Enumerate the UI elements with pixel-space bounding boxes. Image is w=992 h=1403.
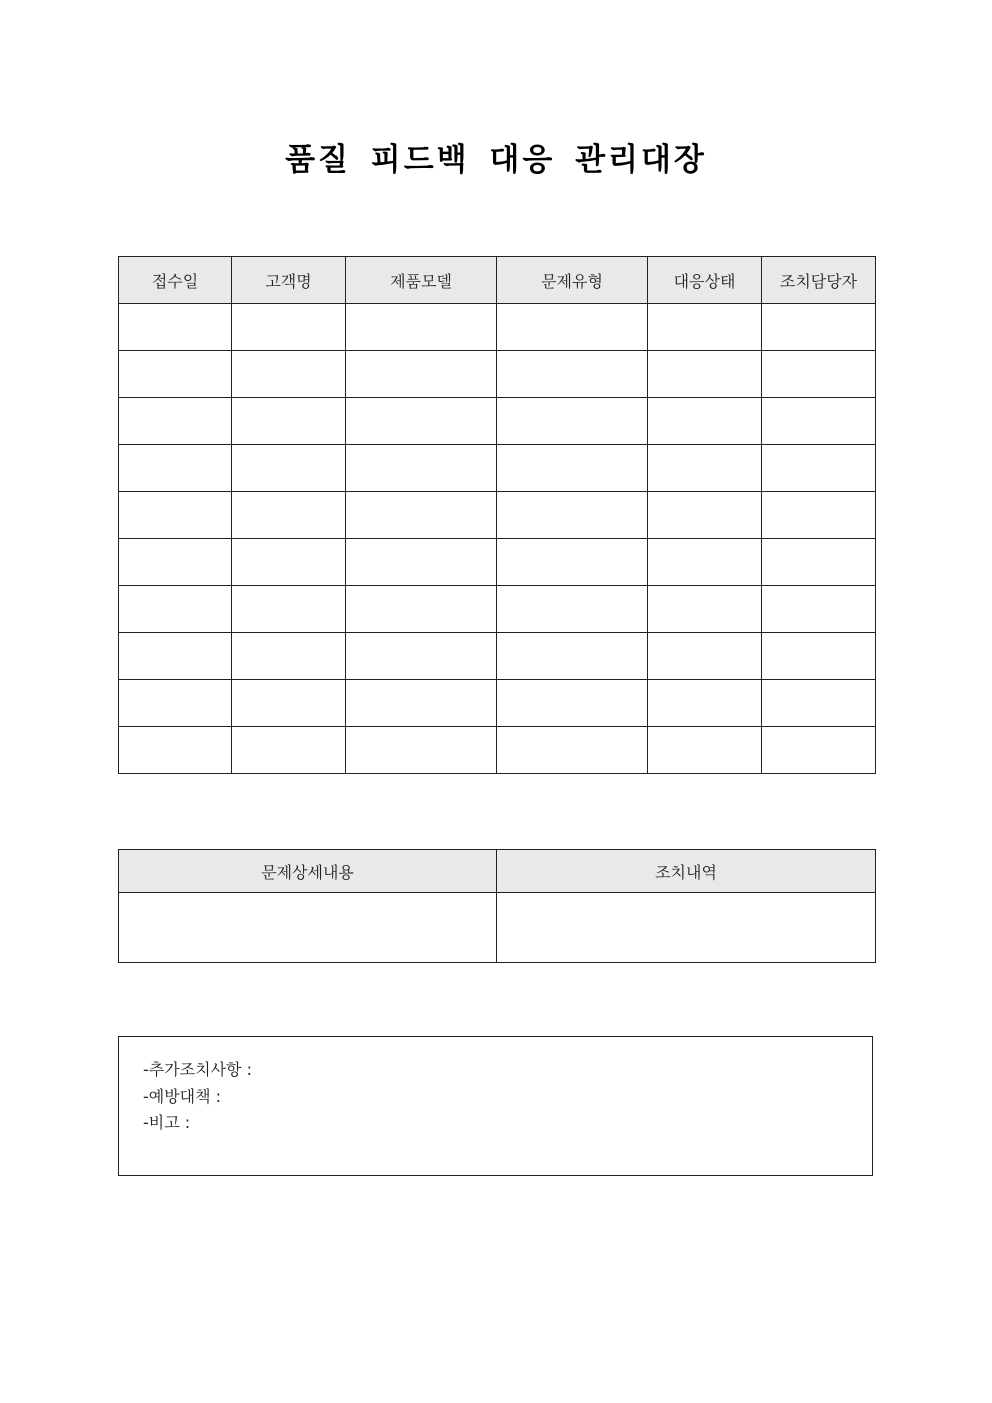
assignee-cell[interactable] <box>762 492 876 539</box>
issue-type-cell[interactable] <box>497 633 648 680</box>
assignee-cell[interactable] <box>762 633 876 680</box>
issue-type-cell[interactable] <box>497 727 648 774</box>
received-date-cell[interactable] <box>119 586 232 633</box>
product-model-cell[interactable] <box>346 727 497 774</box>
issue-type-cell[interactable] <box>497 680 648 727</box>
product-model-cell[interactable] <box>346 539 497 586</box>
assignee-cell[interactable] <box>762 304 876 351</box>
note-prevention: -예방대책 : <box>143 1086 222 1106</box>
note-additional-action: -추가조치사항 : <box>143 1060 252 1079</box>
response-status-cell[interactable] <box>648 633 762 680</box>
issue-type-cell[interactable] <box>497 586 648 633</box>
assignee-cell[interactable] <box>762 680 876 727</box>
header-received-date: 접수일 <box>119 257 232 304</box>
response-status-cell[interactable] <box>648 398 762 445</box>
header-response-status: 대응상태 <box>648 257 762 304</box>
table-row <box>119 492 876 539</box>
issue-type-cell[interactable] <box>497 351 648 398</box>
assignee-cell[interactable] <box>762 445 876 492</box>
received-date-cell[interactable] <box>119 492 232 539</box>
assignee-cell[interactable] <box>762 398 876 445</box>
assignee-cell[interactable] <box>762 539 876 586</box>
issue-type-cell[interactable] <box>497 539 648 586</box>
product-model-cell[interactable] <box>346 351 497 398</box>
table-row <box>119 304 876 351</box>
product-model-cell[interactable] <box>346 633 497 680</box>
product-model-cell[interactable] <box>346 680 497 727</box>
issue-type-cell[interactable] <box>497 445 648 492</box>
assignee-cell[interactable] <box>762 351 876 398</box>
response-status-cell[interactable] <box>648 727 762 774</box>
response-status-cell[interactable] <box>648 445 762 492</box>
received-date-cell[interactable] <box>119 680 232 727</box>
customer-name-cell[interactable] <box>232 445 346 492</box>
header-issue-type: 문제유형 <box>497 257 648 304</box>
table-row <box>119 680 876 727</box>
table-row <box>119 633 876 680</box>
received-date-cell[interactable] <box>119 445 232 492</box>
table-row <box>119 351 876 398</box>
detail-table <box>118 849 876 963</box>
document-title: 품질 피드백 대응 관리대장 <box>285 142 707 178</box>
customer-name-cell[interactable] <box>232 492 346 539</box>
response-status-cell[interactable] <box>648 351 762 398</box>
customer-name-cell[interactable] <box>232 727 346 774</box>
detail-header-row <box>119 850 876 893</box>
product-model-cell[interactable] <box>346 492 497 539</box>
issue-detail-cell[interactable] <box>119 893 497 963</box>
product-model-cell[interactable] <box>346 304 497 351</box>
customer-name-cell[interactable] <box>232 351 346 398</box>
customer-name-cell[interactable] <box>232 586 346 633</box>
response-status-cell[interactable] <box>648 539 762 586</box>
assignee-cell[interactable] <box>762 586 876 633</box>
product-model-cell[interactable] <box>346 586 497 633</box>
feedback-log-table <box>118 256 876 774</box>
received-date-cell[interactable] <box>119 633 232 680</box>
received-date-cell[interactable] <box>119 539 232 586</box>
assignee-cell[interactable] <box>762 727 876 774</box>
customer-name-cell[interactable] <box>232 633 346 680</box>
product-model-cell[interactable] <box>346 398 497 445</box>
customer-name-cell[interactable] <box>232 398 346 445</box>
table-row <box>119 445 876 492</box>
issue-type-cell[interactable] <box>497 492 648 539</box>
received-date-cell[interactable] <box>119 351 232 398</box>
table-row <box>119 398 876 445</box>
header-customer-name: 고객명 <box>232 257 346 304</box>
response-status-cell[interactable] <box>648 304 762 351</box>
header-row <box>119 257 876 304</box>
received-date-cell[interactable] <box>119 727 232 774</box>
response-status-cell[interactable] <box>648 680 762 727</box>
received-date-cell[interactable] <box>119 398 232 445</box>
action-history-cell[interactable] <box>497 893 876 963</box>
header-action-history: 조치내역 <box>497 850 876 893</box>
issue-type-cell[interactable] <box>497 304 648 351</box>
customer-name-cell[interactable] <box>232 680 346 727</box>
product-model-cell[interactable] <box>346 445 497 492</box>
received-date-cell[interactable] <box>119 304 232 351</box>
header-product-model: 제품모델 <box>346 257 497 304</box>
header-assignee: 조치담당자 <box>762 257 876 304</box>
table-row <box>119 586 876 633</box>
response-status-cell[interactable] <box>648 492 762 539</box>
header-issue-detail: 문제상세내용 <box>119 850 497 893</box>
table-row <box>119 727 876 774</box>
detail-value-row <box>119 893 876 963</box>
response-status-cell[interactable] <box>648 586 762 633</box>
notes-box[interactable] <box>118 1036 873 1176</box>
issue-type-cell[interactable] <box>497 398 648 445</box>
table-row <box>119 539 876 586</box>
customer-name-cell[interactable] <box>232 304 346 351</box>
note-remarks: -비고 : <box>143 1113 191 1132</box>
customer-name-cell[interactable] <box>232 539 346 586</box>
